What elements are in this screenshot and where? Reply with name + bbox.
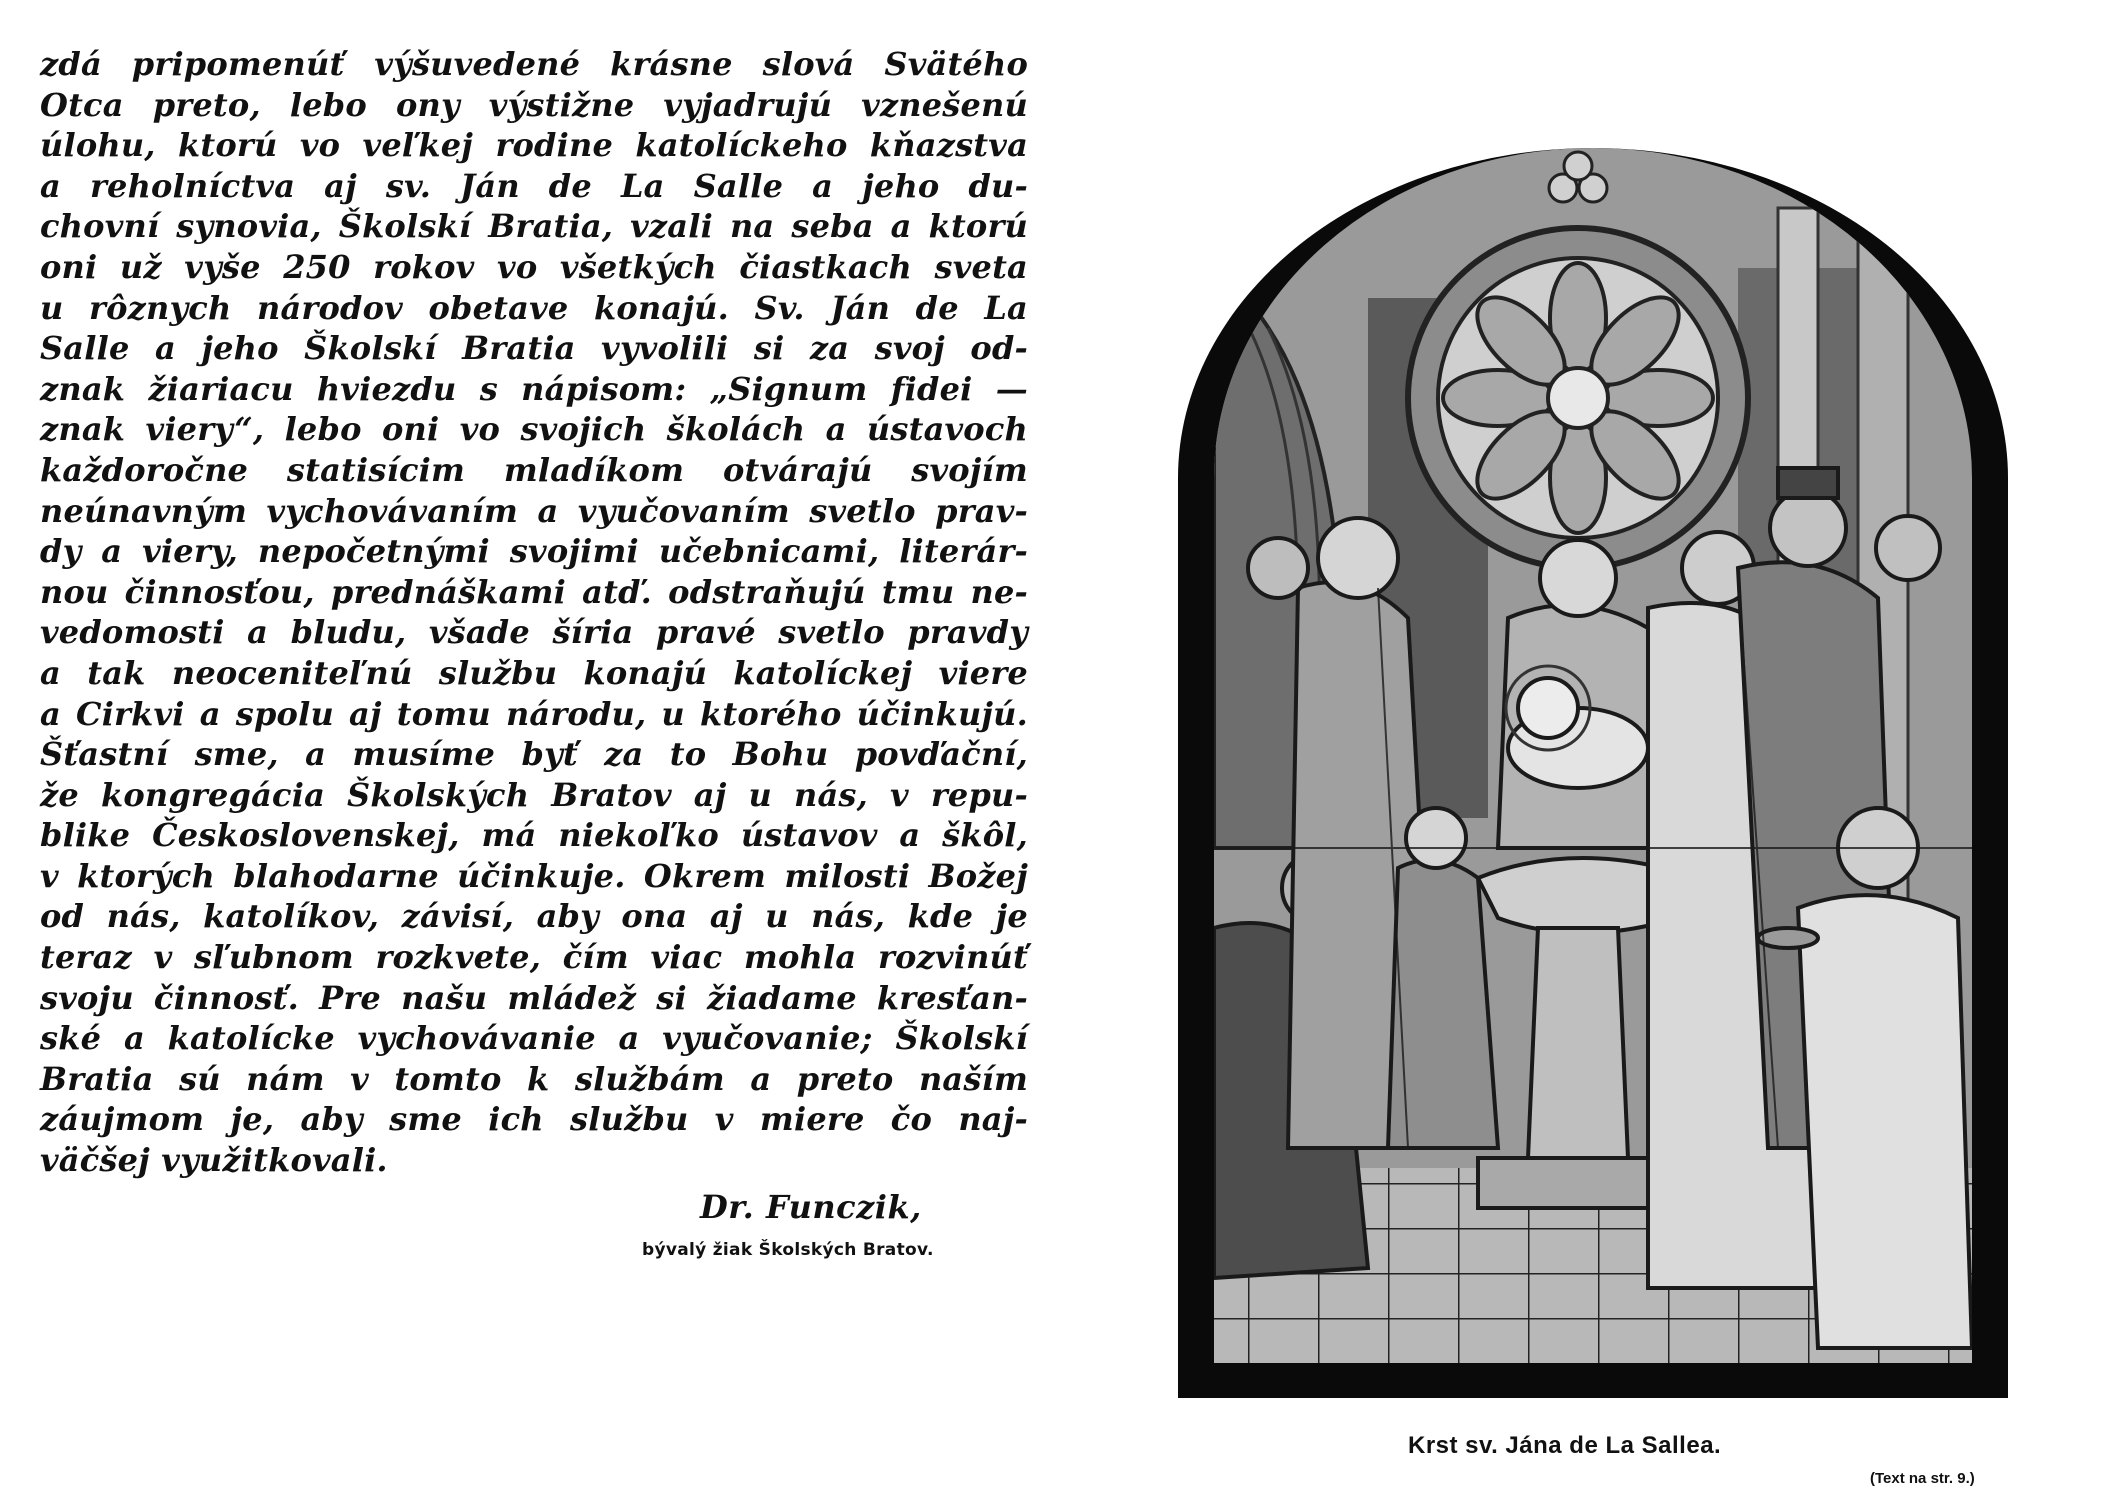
article-line: dy a viery, nepočetnými svojimi učebnicami, literár- — [40, 532, 1028, 571]
article-line: neúnavným vychovávaním a vyučovaním svetlo prav- — [40, 491, 1028, 530]
article-line: blike Československej, má niekoľko ústavov a škôl, — [40, 816, 1028, 855]
article-line: v ktorých blahodarne účinkuje. Okrem milosti Božej — [40, 856, 1028, 895]
rose-window — [1408, 228, 1748, 568]
author-note: bývalý žiak Školských Bratov. — [642, 1240, 934, 1260]
article-line: že kongregácia Školských Bratov aj u nás, v repu- — [40, 775, 1028, 814]
article-line: u rôznych národov obetave konajú. Sv. Ján de La — [40, 288, 1028, 327]
article-line: a Cirkvi a spolu aj tomu národu, u ktorého účinkujú. — [40, 694, 1028, 733]
article-line: zdá pripomenúť výšuvedené krásne slová Svätého — [40, 45, 1028, 83]
article-line: Salle a jeho Školskí Bratia vyvolili si za svoj od- — [40, 329, 1028, 368]
stained-glass-illustration — [1178, 148, 2008, 1398]
article-body — [40, 44, 1028, 1181]
article-line: teraz v sľubnom rozkvete, čím viac mohla rozvinúť — [40, 938, 1028, 977]
baptism-scene-image — [1178, 148, 2008, 1398]
figure-caption: Krst sv. Jána de La Sallea. — [1408, 1432, 1722, 1459]
article-line: Otca preto, lebo ony výstižne vyjadrujú vznešenú — [40, 85, 1028, 124]
article-line: chovní synovia, Školskí Bratia, vzali na seba a ktorú — [40, 207, 1028, 246]
page-reference: (Text na str. 9.) — [1870, 1470, 1975, 1487]
article-line: svoju činnosť. Pre našu mládež si žiadame kresťan- — [40, 978, 1028, 1017]
article-line: a tak neoceniteľnú službu konajú katolíckej viere — [40, 653, 1028, 692]
article-line: oni už vyše 250 rokov vo všetkých čiastkach sveta — [40, 247, 1028, 286]
article-line: Šťastní sme, a musíme byť za to Bohu povďační, — [40, 735, 1028, 774]
article-line: nou činnosťou, prednáškami atď. odstraňujú tmu ne- — [40, 572, 1028, 611]
article-line: väčšej využitkovali. — [40, 1141, 388, 1180]
article-line: vedomosti a bludu, všade šíria pravé svetlo pravdy — [40, 613, 1028, 652]
article-line: znak žiariacu hviezdu s nápisom: „Signum fidei — — [40, 369, 1028, 408]
article-line: a reholníctva aj sv. Ján de La Salle a jeho du- — [40, 166, 1028, 205]
article-line: úlohu, ktorú vo veľkej rodine katolíckeho kňazstva — [40, 126, 1028, 165]
article-line: záujmom je, aby sme ich službu v miere čo naj- — [40, 1100, 1028, 1139]
author-signature: Dr. Funczik, — [700, 1188, 922, 1226]
article-line: znak viery“, lebo oni vo svojich školách a ústavoch — [40, 410, 1028, 449]
article-line: ské a katolícke vychovávanie a vyučovanie; Školskí — [40, 1019, 1028, 1058]
article-line: od nás, katolíkov, závisí, aby ona aj u nás, kde je — [40, 897, 1028, 936]
article-line: Bratia sú nám v tomto k službám a preto naším — [40, 1059, 1028, 1098]
article-line: každoročne statisícim mladíkom otvárajú svojím — [40, 450, 1028, 489]
